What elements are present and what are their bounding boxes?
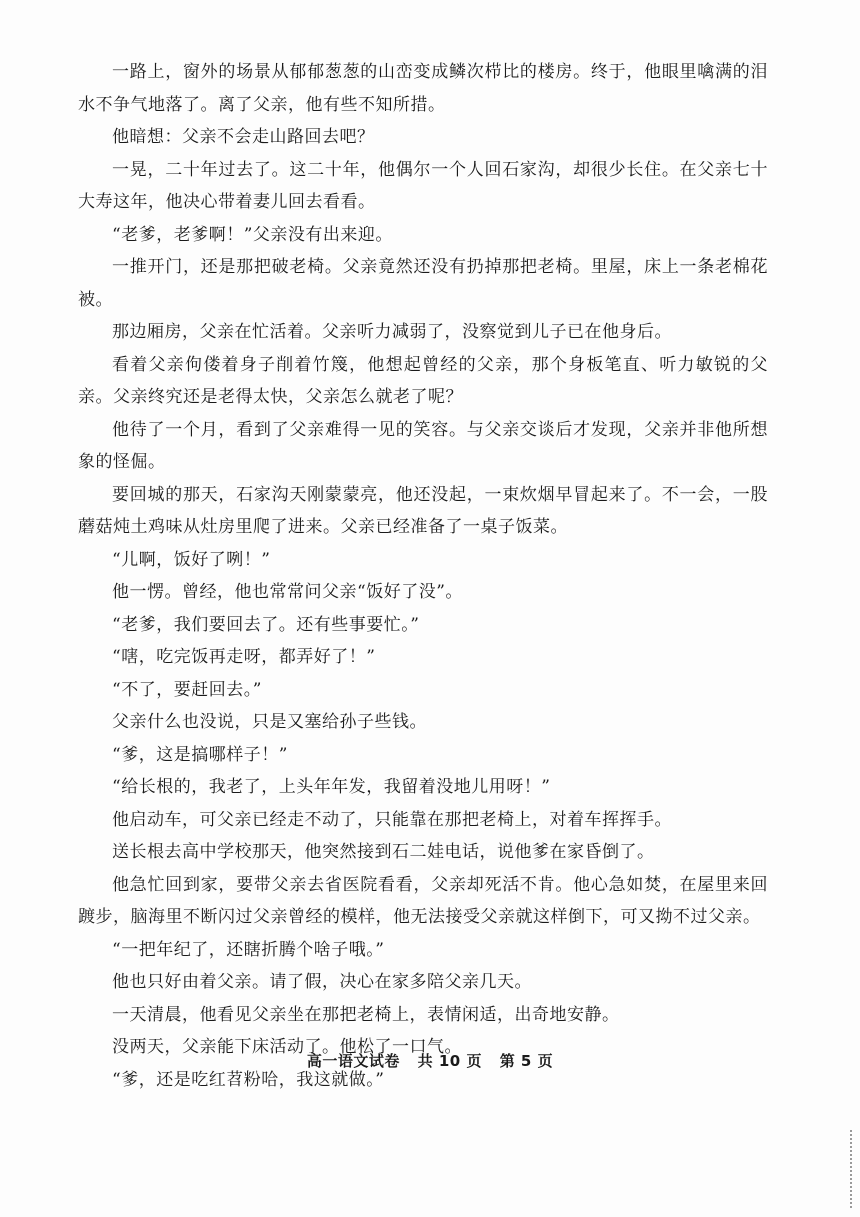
paragraph: “一把年纪了，还瞎折腾个啥子哦。” — [112, 939, 385, 960]
paragraph: “不了，要赶回去。” — [112, 679, 262, 700]
paragraph: 看着父亲佝偻着身子削着竹篾，他想起曾经的父亲，那个身板笔直、听力敏锐的父亲。父亲终究还是老得太快，父亲怎么就老了呢？ — [78, 354, 768, 407]
paragraph: 他也只好由着父亲。请了假，决心在家多陪父亲几天。 — [112, 972, 532, 992]
paragraph: 没两天，父亲能下床活动了。他松了一口气。 — [112, 1037, 462, 1057]
paragraph: 一晃，二十年过去了。这二十年，他偶尔一个人回石家沟，却很少长住。在父亲七十大寿这年，他决心带着妻儿回去看看。 — [78, 159, 768, 212]
paragraph: “嗐，吃完饭再走呀，都弄好了！” — [112, 647, 376, 667]
paragraph: “爹，还是吃红苕粉哈，我这就做。” — [112, 1069, 385, 1090]
paragraph: 他待了一个月，看到了父亲难得一见的笑容。与父亲交谈后才发现，父亲并非他所想象的怪倔。 — [78, 419, 768, 472]
exam-title: 高一语文试卷 — [306, 1052, 400, 1070]
paragraph: 他暗想：父亲不会走山路回去吧？ — [112, 127, 375, 147]
paragraph: “给长根的，我老了，上头年年发，我留着没地儿用呀！” — [112, 777, 551, 797]
paragraph: 一路上，窗外的场景从郁郁葱葱的山峦变成鳞次栉比的楼房。终于，他眼里噙满的泪水不争气地落了。离了父亲，他有些不知所措。 — [78, 62, 768, 115]
paragraph: 他启动车，可父亲已经走不动了，只能靠在那把老椅上，对着车挥挥手。 — [112, 809, 672, 830]
paragraph: 他急忙回到家，要带父亲去省医院看看，父亲却死活不肯。他心急如焚，在屋里来回踱步，脑海里不断闪过父亲曾经的模样，他无法接受父亲就这样倒下，可又拗不过父亲。 — [78, 874, 768, 927]
paragraph: 那边厢房，父亲在忙活着。父亲听力减弱了，没察觉到儿子已在他身后。 — [112, 322, 672, 342]
page-number: 第 5 页 — [499, 1052, 554, 1070]
paragraph: “老爹，我们要回去了。还有些事要忙。” — [112, 614, 420, 635]
paragraph: 一天清晨，他看见父亲坐在那把老椅上，表情闲适，出奇地安静。 — [112, 1004, 620, 1025]
total-pages: 共 10 页 — [417, 1052, 482, 1070]
paragraph: 一推开门，还是那把破老椅。父亲竟然还没有扔掉那把老椅。里屋，床上一条老棉花被。 — [78, 257, 768, 310]
paragraph: 要回城的那天，石家沟天刚蒙蒙亮，他还没起，一束炊烟早冒起来了。不一会，一股蘑菇炖土鸡味从灶房里爬了进来。父亲已经准备了一桌子饭菜。 — [78, 484, 768, 537]
passage-body — [78, 56, 768, 1096]
paragraph: “老爹，老爹啊！”父亲没有出来迎。 — [112, 224, 393, 245]
paragraph: “儿啊，饭好了咧！” — [112, 549, 271, 570]
paragraph: 他一愣。曾经，他也常常问父亲“饭好了没”。 — [112, 582, 463, 602]
paragraph: 送长根去高中学校那天，他突然接到石二娃电话，说他爹在家昏倒了。 — [112, 842, 655, 862]
scan-edge-marks — [847, 1130, 852, 1208]
page-footer — [0, 1050, 860, 1071]
paragraph: “爹，这是搞哪样子！” — [112, 744, 288, 765]
paragraph: 父亲什么也没说，只是又塞给孙子些钱。 — [112, 712, 427, 732]
